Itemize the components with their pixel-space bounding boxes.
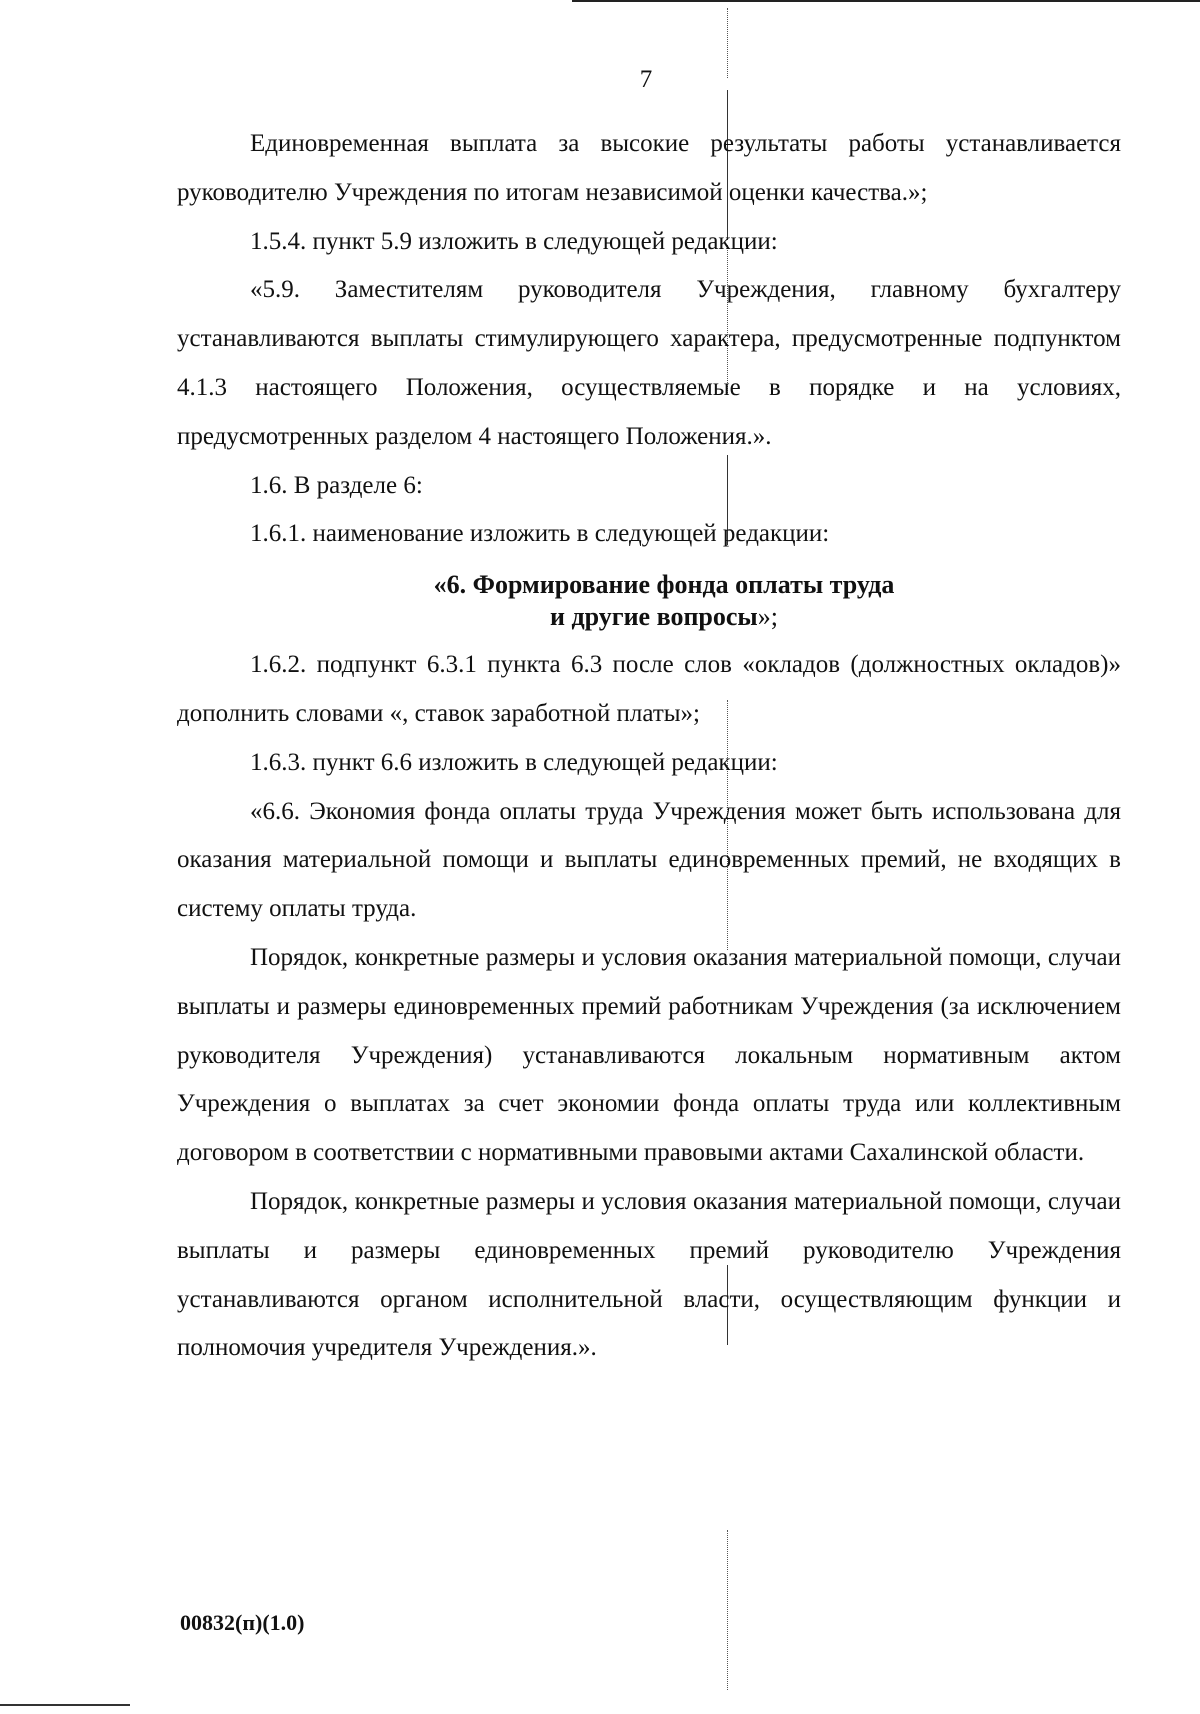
- paragraph-1-6: 1.6. В разделе 6:: [250, 471, 423, 499]
- section-heading-line-2: [207, 601, 1121, 633]
- paragraph-5-9: «5.9. Заместителям руководителя Учреждения, главному бухгалтеру устанавливаются выплаты стимулирующего характера, предусмотренные подпунктом 4.1.3 настоящего Положения, осуществляемые в порядке и на условиях, предусмотренных разделом 4 настоящего Положения.».: [177, 276, 1121, 450]
- document-code: 00832(п)(1.0): [180, 1610, 305, 1635]
- paragraph-procedure-employees: Порядок, конкретные размеры и условия оказания материальной помощи, случаи выплаты и размеры единовременных премий работникам Учреждения (за исключением руководителя Учреждения) устанавливаются локальным нормативным актом Учреждения о выплатах за счет экономии фонда оплаты труда или коллективным договором в соответствии с нормативными правовыми актами Сахалинской области.: [177, 943, 1121, 1167]
- document-body: [177, 120, 1121, 1373]
- paragraph-6-6: «6.6. Экономия фонда оплаты труда Учреждения может быть использована для оказания материальной помощи и выплаты единовременных премий, не входящих в систему оплаты труда.: [177, 797, 1121, 923]
- page-number: 7: [639, 66, 653, 93]
- section-heading: [177, 569, 1121, 633]
- section-heading-line-1: «6. Формирование фонда оплаты труда: [433, 570, 895, 600]
- paragraph-1-6-1: 1.6.1. наименование изложить в следующей редакции:: [250, 520, 830, 548]
- paragraph-1-6-2: 1.6.2. подпункт 6.3.1 пункта 6.3 после слов «окладов (должностных окладов)» дополнить словами «, ставок заработной платы»;: [177, 651, 1121, 727]
- paragraph-procedure-head: Порядок, конкретные размеры и условия оказания материальной помощи, случаи выплаты и размеры единовременных премий руководителю Учреждения устанавливаются органом исполнительной власти, осуществляющим функции и полномочия учредителя Учреждения.».: [177, 1187, 1121, 1362]
- paragraph-one-time-payment: Единовременная выплата за высокие результаты работы устанавливается руководителю Учреждения по итогам независимой оценки качества.»;: [177, 130, 1121, 206]
- top-edge-rule: [572, 0, 1200, 2]
- bottom-edge-rule: [0, 1704, 130, 1706]
- paragraph-1-5-4: 1.5.4. пункт 5.9 изложить в следующей редакции:: [250, 227, 778, 255]
- paragraph-1-6-3: 1.6.3. пункт 6.6 изложить в следующей редакции:: [250, 748, 778, 776]
- section-heading-line-2-suffix: »;: [757, 602, 778, 632]
- scan-artifact-dots-bottom: [727, 1530, 729, 1690]
- section-heading-line-2-text: и другие вопросы: [550, 602, 758, 632]
